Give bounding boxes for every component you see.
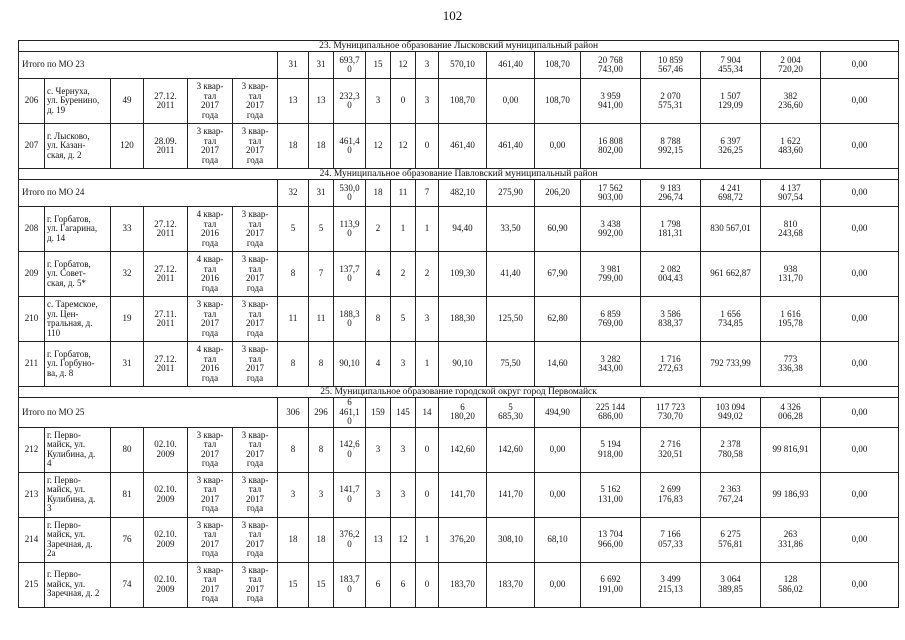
table-cell: 7	[309, 252, 334, 297]
table-cell: 3	[416, 79, 439, 124]
table-cell: 8	[278, 427, 309, 472]
table-cell: 8 788 992,15	[641, 124, 701, 169]
table-cell: 60,90	[535, 207, 581, 252]
table-cell: 18	[278, 517, 309, 562]
total-row	[19, 52, 899, 79]
table-cell: 6 397 326,25	[701, 124, 761, 169]
total-cell: 15	[366, 52, 391, 79]
table-cell: 18	[309, 124, 334, 169]
table-cell: 141,70	[439, 472, 487, 517]
table-cell: 68,10	[535, 517, 581, 562]
table-cell: 3 981 799,00	[581, 252, 641, 297]
table-cell: 28.09. 2011	[144, 124, 188, 169]
total-cell: 12	[391, 52, 416, 79]
table-cell: 27.12. 2011	[144, 252, 188, 297]
table-cell: 8	[278, 252, 309, 297]
table-cell: 183,70	[487, 562, 535, 607]
table-cell: 8	[278, 342, 309, 387]
table-cell: 11	[278, 297, 309, 342]
table-cell: 2 082 004,43	[641, 252, 701, 297]
table-cell: 0,00	[535, 124, 581, 169]
table-cell: 0,00	[821, 252, 899, 297]
total-cell: 7	[416, 180, 439, 207]
table-cell: 830 567,01	[701, 207, 761, 252]
total-cell: 103 094 949,02	[701, 398, 761, 428]
table-cell: 0,00	[821, 342, 899, 387]
row-number-cell: 208	[19, 207, 45, 252]
table-cell: 938 131,70	[761, 252, 821, 297]
table-cell: 1 716 272,63	[641, 342, 701, 387]
table-cell: 232,3 0	[334, 79, 366, 124]
table-cell: 80	[111, 427, 144, 472]
table-cell: 67,90	[535, 252, 581, 297]
table-cell: 3 квар- тал 2017 года	[233, 472, 278, 517]
address-cell: г. Горбатов, ул. Горбуно- ва, д. 8	[45, 342, 111, 387]
table-cell: 32	[111, 252, 144, 297]
table-cell: 3 959 941,00	[581, 79, 641, 124]
table-cell: 3	[391, 342, 416, 387]
total-cell: 0,00	[821, 398, 899, 428]
table-cell: 188,30	[439, 297, 487, 342]
table-cell: 3	[391, 472, 416, 517]
table-cell: 1	[391, 207, 416, 252]
table-cell: 0,00	[821, 517, 899, 562]
table-cell: 31	[111, 342, 144, 387]
table-cell: 0	[416, 472, 439, 517]
section-header-row	[19, 41, 899, 52]
table-cell: 4 квар- тал 2016 года	[188, 207, 233, 252]
total-cell: 4 241 698,72	[701, 180, 761, 207]
total-cell: 275,90	[487, 180, 535, 207]
table-cell: 3 квар- тал 2017 года	[233, 517, 278, 562]
table-cell: 12	[391, 124, 416, 169]
page-number: 102	[442, 8, 463, 23]
table-cell: 15	[278, 562, 309, 607]
address-cell: г. Перво- майск, ул. Заречная, д. 2а	[45, 517, 111, 562]
table-cell: 3 квар- тал 2017 года	[233, 342, 278, 387]
table-cell: 1 616 195,78	[761, 297, 821, 342]
table-cell: 1	[416, 207, 439, 252]
table-cell: 3	[309, 472, 334, 517]
table-cell: 6	[391, 562, 416, 607]
total-row	[19, 180, 899, 207]
table-cell: 0	[416, 124, 439, 169]
table-cell: 109,30	[439, 252, 487, 297]
table-cell: 6	[366, 562, 391, 607]
table-cell: 2 363 767,24	[701, 472, 761, 517]
table-cell: 141,70	[487, 472, 535, 517]
row-number-cell: 214	[19, 517, 45, 562]
table-cell: 3 квар- тал 2017 года	[233, 297, 278, 342]
table-body	[19, 41, 899, 608]
table-cell: 113,9 0	[334, 207, 366, 252]
total-cell: 3	[416, 52, 439, 79]
table-cell: 376,2 0	[334, 517, 366, 562]
table-cell: 13	[278, 79, 309, 124]
total-cell: 225 144 686,00	[581, 398, 641, 428]
table-cell: 3	[416, 297, 439, 342]
address-cell: г. Горбатов, ул. Совет- ская, д. 5*	[45, 252, 111, 297]
apartment-buildings-table	[18, 40, 899, 608]
total-cell: 0,00	[821, 180, 899, 207]
table-cell: 1 656 734,85	[701, 297, 761, 342]
table-cell: 13	[309, 79, 334, 124]
table-cell: 62,80	[535, 297, 581, 342]
total-cell: 6 461,1 0	[334, 398, 366, 428]
table-cell: 961 662,87	[701, 252, 761, 297]
table-cell: 792 733,99	[701, 342, 761, 387]
table-cell: 0,00	[487, 79, 535, 124]
total-cell: 108,70	[535, 52, 581, 79]
table-cell: 0,00	[821, 79, 899, 124]
table-cell: 13 704 966,00	[581, 517, 641, 562]
table-cell: 1 507 129,09	[701, 79, 761, 124]
table-cell: 108,70	[439, 79, 487, 124]
table-row	[19, 79, 899, 124]
table-cell: 0,00	[535, 562, 581, 607]
total-cell: 11	[391, 180, 416, 207]
table-cell: 3	[366, 472, 391, 517]
table-row	[19, 472, 899, 517]
table-cell: 02.10. 2009	[144, 427, 188, 472]
section-header-row	[19, 387, 899, 398]
table-cell: 0,00	[821, 562, 899, 607]
address-cell: с. Таремское, ул. Цен- тральная, д. 110	[45, 297, 111, 342]
table-cell: 0,00	[535, 472, 581, 517]
table-cell: 11	[309, 297, 334, 342]
row-number-cell: 211	[19, 342, 45, 387]
table-cell: 2	[391, 252, 416, 297]
table-cell: 81	[111, 472, 144, 517]
table-cell: 76	[111, 517, 144, 562]
total-cell: 31	[309, 180, 334, 207]
table-cell: 188,3 0	[334, 297, 366, 342]
table-cell: 3 282 343,00	[581, 342, 641, 387]
table-cell: 3 квар- тал 2017 года	[188, 517, 233, 562]
table-cell: 15	[309, 562, 334, 607]
total-cell: 6 180,20	[439, 398, 487, 428]
address-cell: г. Перво- майск, ул. Заречная, д. 2	[45, 562, 111, 607]
table-cell: 12	[366, 124, 391, 169]
table-cell: 4	[366, 342, 391, 387]
table-cell: 3 квар- тал 2017 года	[188, 427, 233, 472]
table-cell: 2 716 320,51	[641, 427, 701, 472]
section-header-row	[19, 169, 899, 180]
table-cell: 142,60	[487, 427, 535, 472]
total-cell: 530,0 0	[334, 180, 366, 207]
total-cell: 145	[391, 398, 416, 428]
table-cell: 125,50	[487, 297, 535, 342]
table-cell: 02.10. 2009	[144, 517, 188, 562]
table-cell: 2 699 176,83	[641, 472, 701, 517]
table-cell: 19	[111, 297, 144, 342]
total-cell: 32	[278, 180, 309, 207]
table-cell: 99 186,93	[761, 472, 821, 517]
table-cell: 382 236,60	[761, 79, 821, 124]
row-number-cell: 212	[19, 427, 45, 472]
table-cell: 3 квар- тал 2017 года	[233, 124, 278, 169]
table-cell: 6 275 576,81	[701, 517, 761, 562]
table-cell: 41,40	[487, 252, 535, 297]
table-cell: 108,70	[535, 79, 581, 124]
table-cell: 461,40	[439, 124, 487, 169]
table-cell: 8	[309, 342, 334, 387]
total-cell: 20 768 743,00	[581, 52, 641, 79]
table-row	[19, 124, 899, 169]
table-cell: 1	[416, 342, 439, 387]
table-cell: 0,00	[821, 124, 899, 169]
total-cell: 10 859 567,46	[641, 52, 701, 79]
total-cell: 31	[278, 52, 309, 79]
table-cell: 18	[278, 124, 309, 169]
table-cell: 0,00	[821, 427, 899, 472]
table-cell: 3 586 838,37	[641, 297, 701, 342]
total-cell: 0,00	[821, 52, 899, 79]
table-cell: 3 квар- тал 2017 года	[233, 207, 278, 252]
total-cell: 4 326 006,28	[761, 398, 821, 428]
total-cell: 117 723 730,70	[641, 398, 701, 428]
total-cell: 159	[366, 398, 391, 428]
total-cell: 5 685,30	[487, 398, 535, 428]
total-cell: 482,10	[439, 180, 487, 207]
row-number-cell: 207	[19, 124, 45, 169]
total-cell: 570,10	[439, 52, 487, 79]
table-cell: 3 квар- тал 2017 года	[188, 472, 233, 517]
total-cell: 2 004 720,20	[761, 52, 821, 79]
table-row	[19, 427, 899, 472]
table-cell: 3	[278, 472, 309, 517]
total-cell: 31	[309, 52, 334, 79]
total-row	[19, 398, 899, 428]
table-cell: 7 166 057,33	[641, 517, 701, 562]
table-cell: 2	[416, 252, 439, 297]
table-cell: 773 336,38	[761, 342, 821, 387]
table-cell: 74	[111, 562, 144, 607]
table-cell: 142,60	[439, 427, 487, 472]
total-label: Итого по МО 25	[19, 398, 278, 428]
table-cell: 90,10	[334, 342, 366, 387]
table-cell: 27.12. 2011	[144, 79, 188, 124]
total-cell: 4 137 907,54	[761, 180, 821, 207]
table-cell: 3	[366, 427, 391, 472]
table-cell: 3	[366, 79, 391, 124]
total-label: Итого по МО 23	[19, 52, 278, 79]
table-cell: 3 квар- тал 2017 года	[188, 297, 233, 342]
table-cell: 94,40	[439, 207, 487, 252]
table-cell: 376,20	[439, 517, 487, 562]
table-cell: 12	[391, 517, 416, 562]
table-cell: 0,00	[535, 427, 581, 472]
address-cell: г. Перво- майск, ул. Кулибина, д. 4	[45, 427, 111, 472]
table-cell: 49	[111, 79, 144, 124]
total-cell: 306	[278, 398, 309, 428]
table-cell: 4	[366, 252, 391, 297]
table-cell: 3 квар- тал 2017 года	[233, 427, 278, 472]
total-cell: 494,90	[535, 398, 581, 428]
table-cell: 27.12. 2011	[144, 207, 188, 252]
table-cell: 4 квар- тал 2016 года	[188, 252, 233, 297]
table-cell: 3 квар- тал 2017 года	[233, 252, 278, 297]
table-cell: 1 798 181,31	[641, 207, 701, 252]
table-cell: 183,70	[439, 562, 487, 607]
table-cell: 0,00	[821, 207, 899, 252]
table-cell: 810 243,68	[761, 207, 821, 252]
table-cell: 99 816,91	[761, 427, 821, 472]
table-cell: 27.11. 2011	[144, 297, 188, 342]
address-cell: с. Чернуха, ул. Буренино, д. 19	[45, 79, 111, 124]
table-cell: 3 квар- тал 2017 года	[188, 562, 233, 607]
total-cell: 18	[366, 180, 391, 207]
table-cell: 27.12. 2011	[144, 342, 188, 387]
table-cell: 2 378 780,58	[701, 427, 761, 472]
table-cell: 14,60	[535, 342, 581, 387]
table-cell: 5	[278, 207, 309, 252]
row-number-cell: 206	[19, 79, 45, 124]
table-cell: 75,50	[487, 342, 535, 387]
table-cell: 02.10. 2009	[144, 562, 188, 607]
table-cell: 33	[111, 207, 144, 252]
table-cell: 1 622 483,60	[761, 124, 821, 169]
table-cell: 8	[309, 427, 334, 472]
table-cell: 2 070 575,31	[641, 79, 701, 124]
table-cell: 6 859 769,00	[581, 297, 641, 342]
total-cell: 9 183 296,74	[641, 180, 701, 207]
table-cell: 183,7 0	[334, 562, 366, 607]
total-cell: 206,20	[535, 180, 581, 207]
table-row	[19, 342, 899, 387]
table-cell: 0	[416, 427, 439, 472]
table-cell: 3 438 992,00	[581, 207, 641, 252]
table-cell: 6 692 191,00	[581, 562, 641, 607]
table-cell: 120	[111, 124, 144, 169]
row-number-cell: 215	[19, 562, 45, 607]
total-label: Итого по МО 24	[19, 180, 278, 207]
table-row	[19, 562, 899, 607]
total-cell: 693,7 0	[334, 52, 366, 79]
table-cell: 5 162 131,00	[581, 472, 641, 517]
table-cell: 16 808 802,00	[581, 124, 641, 169]
row-number-cell: 213	[19, 472, 45, 517]
table-cell: 3 квар- тал 2017 года	[233, 79, 278, 124]
table-cell: 2	[366, 207, 391, 252]
table-cell: 0,00	[821, 297, 899, 342]
table-cell: 128 586,02	[761, 562, 821, 607]
table-cell: 5	[309, 207, 334, 252]
table-cell: 137,7 0	[334, 252, 366, 297]
total-cell: 461,40	[487, 52, 535, 79]
table-cell: 90,10	[439, 342, 487, 387]
total-cell: 7 904 455,34	[701, 52, 761, 79]
address-cell: г. Лысково, ул. Казан- ская, д. 2	[45, 124, 111, 169]
table-cell: 461,4 0	[334, 124, 366, 169]
table-cell: 461,40	[487, 124, 535, 169]
table-cell: 308,10	[487, 517, 535, 562]
table-cell: 3	[391, 427, 416, 472]
table-cell: 142,6 0	[334, 427, 366, 472]
table-row	[19, 517, 899, 562]
table-cell: 3 499 215,13	[641, 562, 701, 607]
table-cell: 3 квар- тал 2017 года	[233, 562, 278, 607]
table-cell: 18	[309, 517, 334, 562]
table-cell: 8	[366, 297, 391, 342]
section-title: 23. Муниципальное образование Лысковский муниципальный район	[19, 41, 899, 52]
table-cell: 263 331,86	[761, 517, 821, 562]
total-cell: 17 562 903,00	[581, 180, 641, 207]
table-cell: 5	[391, 297, 416, 342]
table-cell: 1	[416, 517, 439, 562]
total-cell: 14	[416, 398, 439, 428]
table-row	[19, 252, 899, 297]
section-title: 25. Муниципальное образование городской округ город Первомайск	[19, 387, 899, 398]
table-cell: 13	[366, 517, 391, 562]
row-number-cell: 209	[19, 252, 45, 297]
table-cell: 0	[416, 562, 439, 607]
section-title: 24. Муниципальное образование Павловский муниципальный район	[19, 169, 899, 180]
table-cell: 0	[391, 79, 416, 124]
table-cell: 33,50	[487, 207, 535, 252]
table-cell: 3 квар- тал 2017 года	[188, 124, 233, 169]
table-cell: 3 064 389,85	[701, 562, 761, 607]
address-cell: г. Горбатов, ул. Гагарина, д. 14	[45, 207, 111, 252]
table-cell: 02.10. 2009	[144, 472, 188, 517]
total-cell: 296	[309, 398, 334, 428]
row-number-cell: 210	[19, 297, 45, 342]
table-cell: 141,7 0	[334, 472, 366, 517]
table-row	[19, 297, 899, 342]
table-cell: 0,00	[821, 472, 899, 517]
table-cell: 4 квар- тал 2016 года	[188, 342, 233, 387]
table-cell: 5 194 918,00	[581, 427, 641, 472]
address-cell: г. Перво- майск, ул. Кулибина, д. 3	[45, 472, 111, 517]
table-cell: 3 квар- тал 2017 года	[188, 79, 233, 124]
table-row	[19, 207, 899, 252]
